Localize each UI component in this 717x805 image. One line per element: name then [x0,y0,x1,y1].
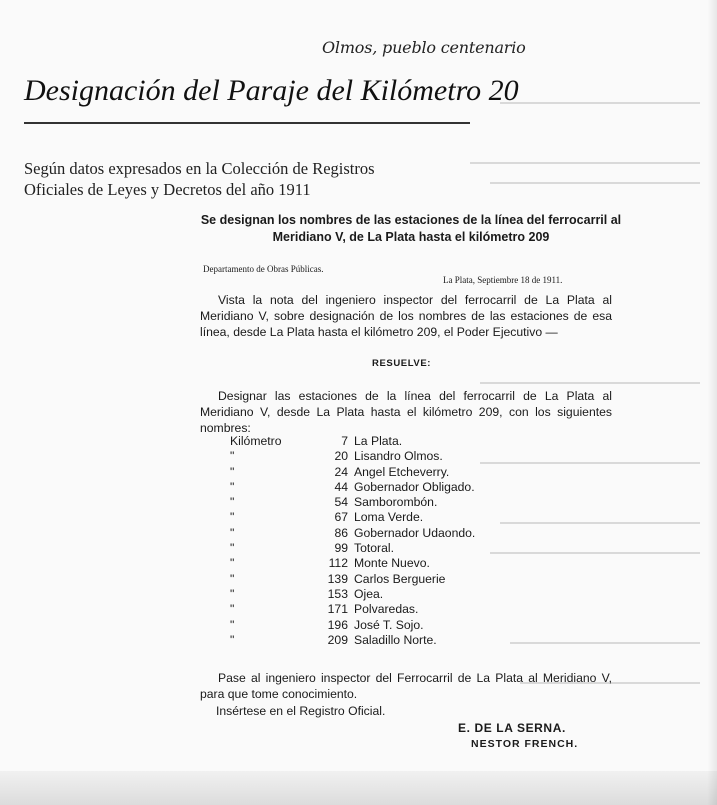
station-name: Loma Verde. [354,510,424,525]
station-km: 171 [327,602,348,617]
station-km: 209 [327,632,348,647]
station-km: 67 [334,510,348,525]
decree-paragraph-3: Pase al ingeniero inspector del Ferrocarril de La Plata al Meridiano V, para que tome conocimiento. [200,671,612,701]
station-name: Gobernador Obligado. [354,479,475,494]
station-row [230,618,475,633]
station-label: " [230,495,235,510]
station-km: 44 [334,479,348,494]
signature-nestor-french: NESTOR FRENCH. [471,738,579,750]
station-km: 99 [334,541,348,556]
station-km: 196 [327,617,348,632]
station-row [230,510,475,525]
station-row [230,465,475,480]
station-row [230,602,475,617]
title-underline [24,122,470,124]
station-row [230,526,475,541]
station-label: " [230,479,235,494]
station-km: 20 [334,449,348,464]
station-km: 112 [328,556,348,571]
station-km: 153 [327,586,348,601]
station-km: 7 [341,434,348,448]
station-label: " [230,449,235,464]
station-name: Carlos Berguerie [354,571,446,586]
department-line: Departamento de Obras Públicas. [203,264,324,274]
station-label: " [230,571,235,586]
station-label: Kilómetro [230,434,282,448]
station-label: " [230,525,235,540]
station-row [230,434,475,449]
page-title: Designación del Paraje del Kilómetro 20 [24,74,519,107]
station-label: " [230,617,235,632]
station-name: Samborombón. [354,495,438,510]
station-name: La Plata. [354,434,403,448]
station-row [230,572,475,587]
station-label: " [230,464,235,479]
decree-paragraph-1: Vista la nota del ingeniero inspector del ferrocarril de La Plata al Meridiano V, sobre designación de los nombres de las estaciones de esa línea, desde La Plata hasta el kilómetro 209, el Poder Ejecutivo — [200,293,612,339]
station-name: Monte Nuevo. [354,556,430,571]
station-name: Ojea. [354,586,384,601]
decree-headline: Se designan los nombres de las estaciones de la línea del ferrocarril al Meridiano V, de La Plata hasta el kilómetro 209 [200,213,622,244]
station-name: Lisandro Olmos. [354,449,443,464]
station-name: Angel Etcheverry. [354,464,450,479]
resuelve-heading: RESUELVE: [372,358,432,369]
page-bottom-edge [0,771,717,805]
station-label: " [230,541,235,556]
station-name: Saladillo Norte. [354,632,437,647]
dateline: La Plata, Septiembre 18 de 1911. [443,275,563,285]
station-row [230,480,475,495]
spine-shadow [707,0,717,805]
station-row [230,449,475,464]
station-row [230,587,475,602]
station-name: José T. Sojo. [354,617,424,632]
station-name: Totoral. [354,541,394,556]
decree-paragraph-4: Insértese en el Registro Oficial. [216,704,386,718]
decree-paragraph-2: Designar las estaciones de la línea del ferrocarril de La Plata al Meridiano V, desde La Plata hasta el kilómetro 209, con los siguientes nombres: [200,389,612,435]
station-list [230,434,475,648]
intro-paragraph: Según datos expresados en la Colección de Registros Oficiales de Leyes y Decretos del año 1911 [24,159,375,199]
station-row [230,541,475,556]
station-name: Polvaredas. [354,602,419,617]
station-name: Gobernador Udaondo. [354,525,476,540]
station-row [230,556,475,571]
station-label: " [230,586,235,601]
station-km: 24 [334,464,348,479]
station-row [230,495,475,510]
signature-de-la-serna: E. DE LA SERNA. [458,721,566,735]
running-head: Olmos, pueblo centenario [322,38,526,57]
station-label: " [230,602,235,617]
station-km: 139 [327,571,348,586]
station-km: 54 [334,495,348,510]
station-label: " [230,556,235,571]
station-km: 86 [334,525,348,540]
station-label: " [230,510,235,525]
station-label: " [230,632,235,647]
station-row [230,633,475,648]
